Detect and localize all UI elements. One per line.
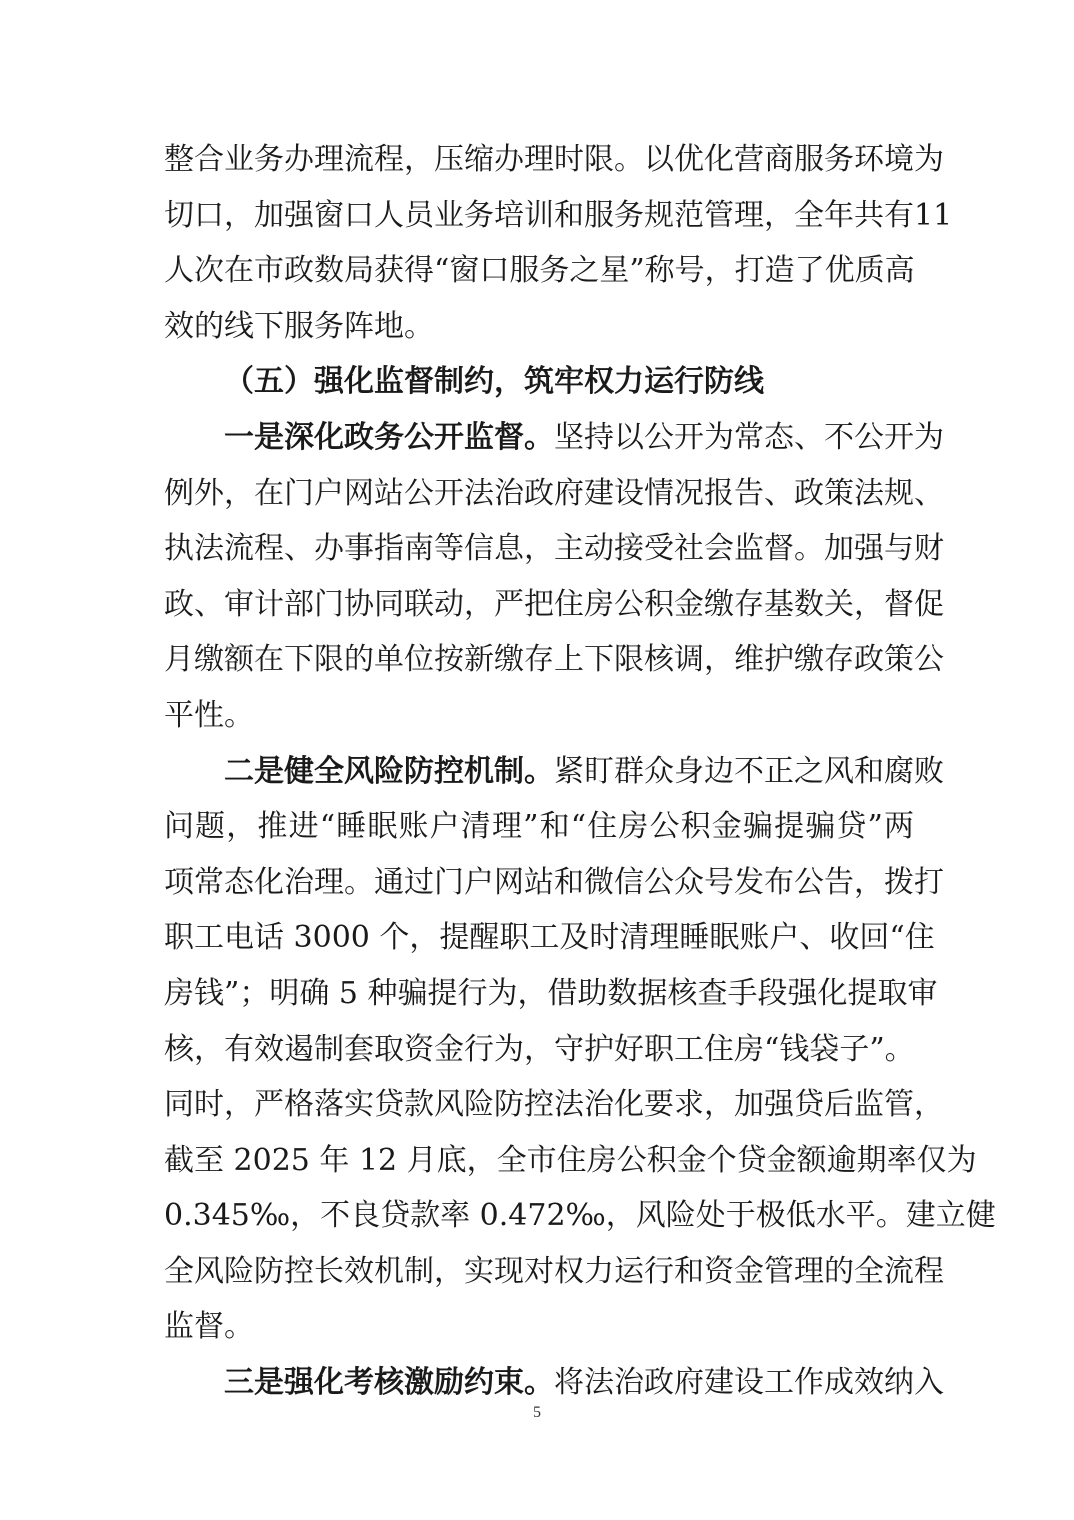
text-line: 核，有效遏制套取资金行为，守护好职工住房“钱袋子”。	[164, 1031, 915, 1067]
text-line: 项常态化治理。通过门户网站和微信公众号发布公告，拨打	[164, 864, 944, 900]
paragraph-lead: 一是深化政务公开监督。	[224, 419, 554, 455]
text-line: 同时，严格落实贷款风险防控法治化要求，加强贷后监管，	[164, 1087, 944, 1123]
paragraph-service	[164, 132, 953, 354]
text-line: 问题，推进“睡眠账户清理”和“住房公积金骗提骗贷”两	[164, 809, 914, 845]
text-line: 平性。	[164, 697, 254, 733]
text-line: 执法流程、办事指南等信息，主动接受社会监督。加强与财	[164, 531, 944, 567]
document-body	[164, 132, 996, 1411]
text-line: 效的线下服务阵地。	[164, 308, 434, 344]
text-line: 0.345‰，不良贷款率 0.472‰，风险处于极低水平。建立健	[164, 1198, 996, 1234]
text-line: 截至 2025 年 12 月底，全市住房公积金个贷金额逾期率仅为	[164, 1142, 977, 1178]
text-line: 职工电话 3000 个，提醒职工及时清理睡眠账户、收回“住	[164, 920, 935, 956]
text-line: 房钱”；明确 5 种骗提行为，借助数据核查手段强化提取审	[164, 975, 938, 1011]
text-line: 全风险防控长效机制，实现对权力运行和资金管理的全流程	[164, 1253, 944, 1289]
text-line	[164, 744, 944, 800]
text-line: 监督。	[164, 1309, 254, 1345]
paragraph-assessment	[164, 1355, 944, 1411]
text-line: 整合业务办理流程，压缩办理时限。以优化营商服务环境为	[164, 142, 944, 177]
paragraph-lead: 三是强化考核激励约束。	[224, 1365, 554, 1401]
page-number: 5	[533, 1404, 541, 1421]
section-heading: （五）强化监督制约，筑牢权力运行防线	[224, 364, 764, 400]
text-line: 月缴额在下限的单位按新缴存上下限核调，维护缴存政策公	[164, 642, 944, 678]
line-text: 坚持以公开为常态、不公开为	[554, 419, 944, 455]
text-line: 政、审计部门协同联动，严把住房公积金缴存基数关，督促	[164, 586, 944, 622]
text-line	[164, 1355, 944, 1411]
text-line: 人次在市政数局获得“窗口服务之星”称号，打造了优质高	[164, 253, 915, 289]
text-line: 例外，在门户网站公开法治政府建设情况报告、政策法规、	[164, 475, 944, 511]
text-line	[164, 410, 944, 466]
paragraph-risk-control	[164, 744, 996, 1356]
line-text: 紧盯群众身边不正之风和腐败	[554, 753, 944, 789]
paragraph-lead: 二是健全风险防控机制。	[224, 753, 554, 789]
text-line: 切口，加强窗口人员业务培训和服务规范管理，全年共有11	[164, 197, 953, 233]
paragraph-transparency	[164, 410, 944, 744]
line-text: 将法治政府建设工作成效纳入	[554, 1365, 944, 1401]
